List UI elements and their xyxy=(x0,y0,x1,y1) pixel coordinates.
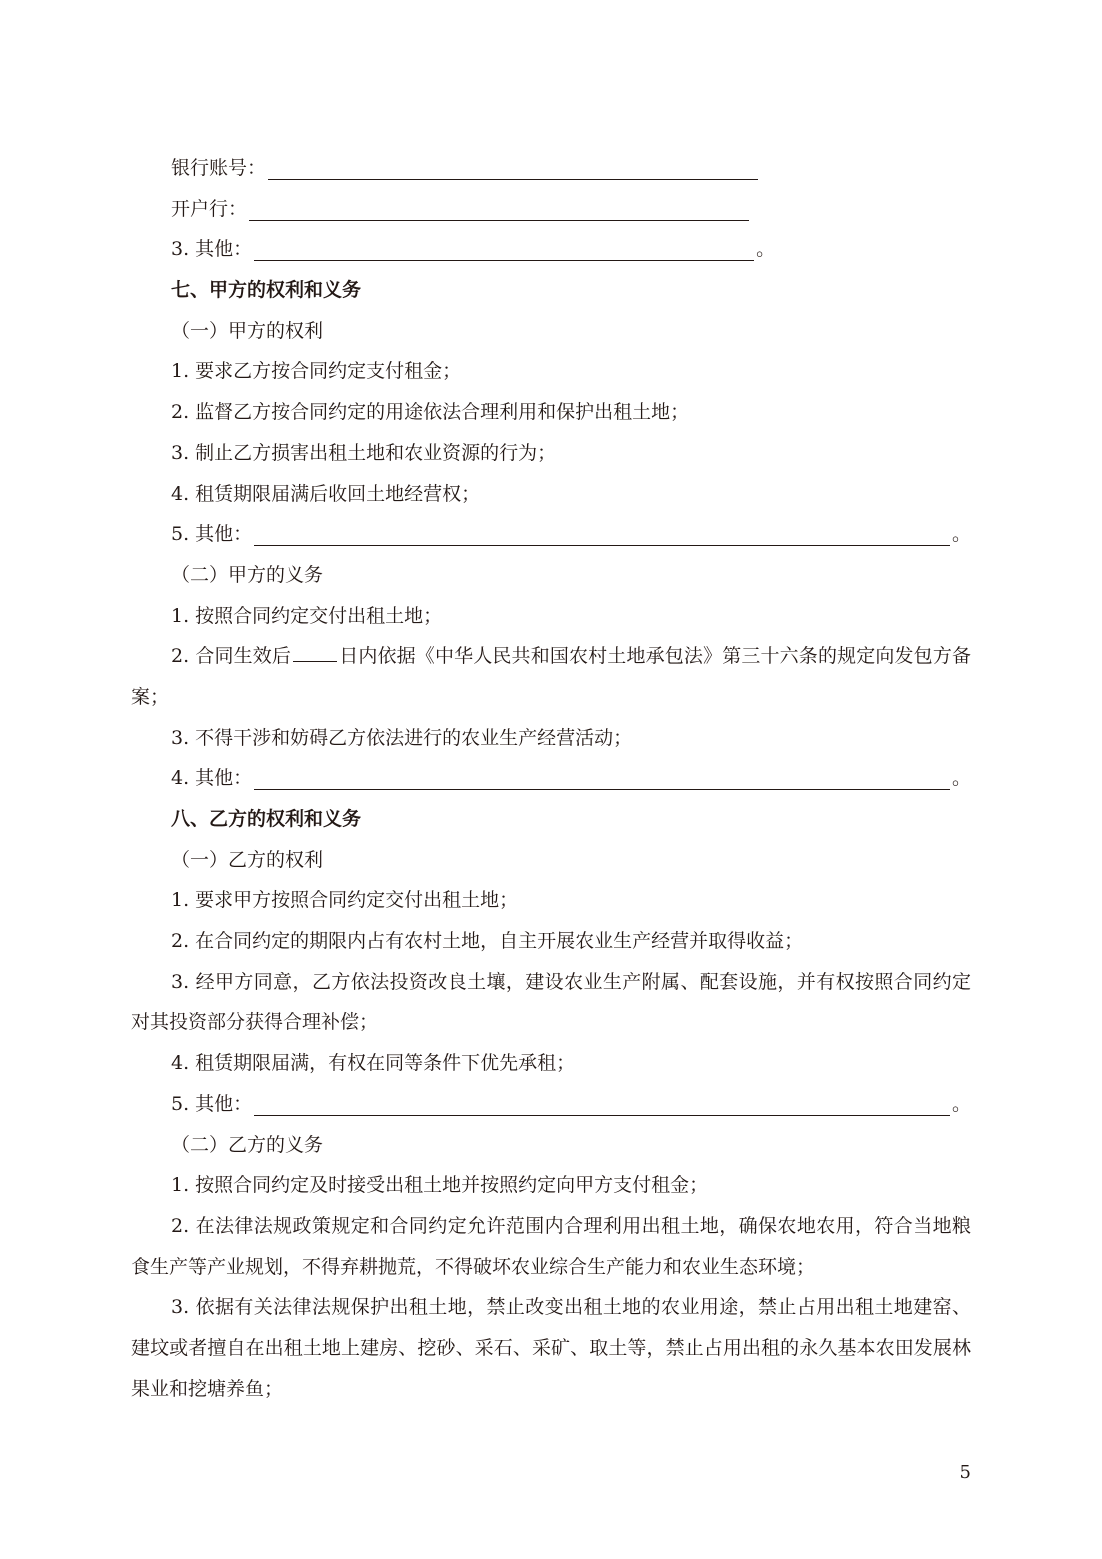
page-content xyxy=(131,148,971,1409)
section7-rights-other-line xyxy=(131,514,971,555)
section7-duties-title: （二）甲方的义务 xyxy=(171,563,324,586)
bank-account-blank[interactable] xyxy=(268,157,758,180)
section6-other-line xyxy=(131,229,971,270)
section8-rights-title: （一）乙方的权利 xyxy=(171,848,324,871)
section7-duty-2 xyxy=(131,636,971,717)
filing-days-blank[interactable] xyxy=(293,641,337,662)
section8-right-4: 4. 租赁期限届满，有权在同等条件下优先承租； xyxy=(171,1052,576,1075)
section7-duties-other-line xyxy=(131,758,971,799)
section7-right-4: 4. 租赁期限届满后收回土地经营权； xyxy=(171,482,481,505)
section7-duty-3: 3. 不得干涉和妨碍乙方依法进行的农业生产经营活动； xyxy=(171,726,633,749)
section7-duties-other-blank[interactable] xyxy=(254,767,950,790)
section7-right-1: 1. 要求乙方按合同约定支付租金； xyxy=(171,360,462,383)
section8-rights-other-label: 5. 其他： xyxy=(171,1092,253,1115)
section7-rights-title: （一）甲方的权利 xyxy=(171,319,324,342)
bank-account-label: 银行账号： xyxy=(171,157,267,179)
end-mark: 。 xyxy=(951,1092,971,1115)
section7-rights-other-blank[interactable] xyxy=(254,523,950,546)
section8-title: 八、乙方的权利和义务 xyxy=(171,808,362,831)
section7-duty-1: 1. 按照合同约定交付出租土地； xyxy=(171,604,443,627)
section7-right-2: 2. 监督乙方按合同约定的用途依法合理利用和保护出租土地； xyxy=(171,401,690,424)
duty2-after: 日内依据《中华人民共和国农村土地承包法》第三十六条的规定向发包方备案； xyxy=(131,645,971,708)
section8-duty-3: 3. 依据有关法律法规保护出租土地，禁止改变出租土地的农业用途，禁止占用出租土地建窑、建坟或者擅自在出租土地上建房、挖砂、采石、采矿、取土等，禁止占用出租的永久基本农田发展林果业和挖塘养鱼； xyxy=(131,1296,971,1400)
section6-other-label: 3. 其他： xyxy=(171,238,253,261)
section7-rights-other-label: 5. 其他： xyxy=(171,523,253,546)
bank-name-blank[interactable] xyxy=(249,198,749,221)
end-mark: 。 xyxy=(951,767,971,790)
section8-right-1: 1. 要求甲方按照合同约定交付出租土地； xyxy=(171,889,519,912)
section6-other-blank[interactable] xyxy=(254,238,754,261)
duty2-before: 2. 合同生效后 xyxy=(171,645,292,668)
section8-duty-2: 2. 在法律法规政策规定和合同约定允许范围内合理利用出租土地，确保农地农用，符合当地粮食生产等产业规划，不得弃耕抛荒，不得破坏农业综合生产能力和农业生态环境； xyxy=(131,1214,971,1278)
bank-name-label: 开户行： xyxy=(171,197,248,220)
section8-right-3: 3. 经甲方同意，乙方依法投资改良土壤，建设农业生产附属、配套设施，并有权按照合同约定对其投资部分获得合理补偿； xyxy=(131,970,971,1034)
end-mark: 。 xyxy=(756,238,776,261)
section8-rights-other-blank[interactable] xyxy=(254,1093,950,1116)
section8-duties-title: （二）乙方的义务 xyxy=(171,1133,324,1156)
section8-duty-1: 1. 按照合同约定及时接受出租土地并按照约定向甲方支付租金； xyxy=(171,1174,709,1197)
section7-title: 七、甲方的权利和义务 xyxy=(171,279,362,302)
end-mark: 。 xyxy=(951,523,971,546)
page-number: 5 xyxy=(959,1462,971,1483)
bank-name-line xyxy=(131,189,971,230)
section8-right-2: 2. 在合同约定的期限内占有农村土地，自主开展农业生产经营并取得收益； xyxy=(171,930,804,953)
section8-rights-other-line xyxy=(131,1084,971,1125)
section7-right-3: 3. 制止乙方损害出租土地和农业资源的行为； xyxy=(171,441,557,464)
bank-account-line xyxy=(131,148,971,189)
section7-duties-other-label: 4. 其他： xyxy=(171,767,253,790)
